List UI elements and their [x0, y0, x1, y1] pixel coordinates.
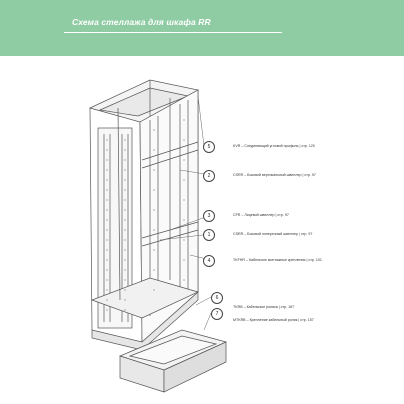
callout-number: 5 [203, 141, 215, 153]
callout-number: 7 [211, 308, 223, 320]
callout-text: CSRR – Боковой вертикальный швеллер | стр. 97 [233, 173, 316, 177]
callout-text: CFR – Лицевой швеллер | стр. 97 [233, 213, 289, 217]
callout-number: 3 [203, 210, 215, 222]
callout-number: 2 [203, 170, 215, 182]
callout-text: CSRR – Боковой поперечный швеллер | стр. 97 [233, 232, 313, 236]
page-title: Схема стеллажа для шкафа RR [72, 17, 211, 27]
callout-number: 6 [211, 292, 223, 304]
callout-text: MTKRB – Крепление кабельный ролик | стр. 157 [233, 318, 314, 322]
callout-text: KVR – Соединяющий угловой профиль | стр. 120 [233, 144, 315, 148]
callout-text: TKFHR – Кабельное монтажные крепления | стр. 101 [233, 258, 322, 262]
callout-text: TKRB – Кабельные ролики | стр. 167 [233, 305, 295, 309]
callout-number: 4 [203, 255, 215, 267]
callout-number: 1 [203, 229, 215, 241]
